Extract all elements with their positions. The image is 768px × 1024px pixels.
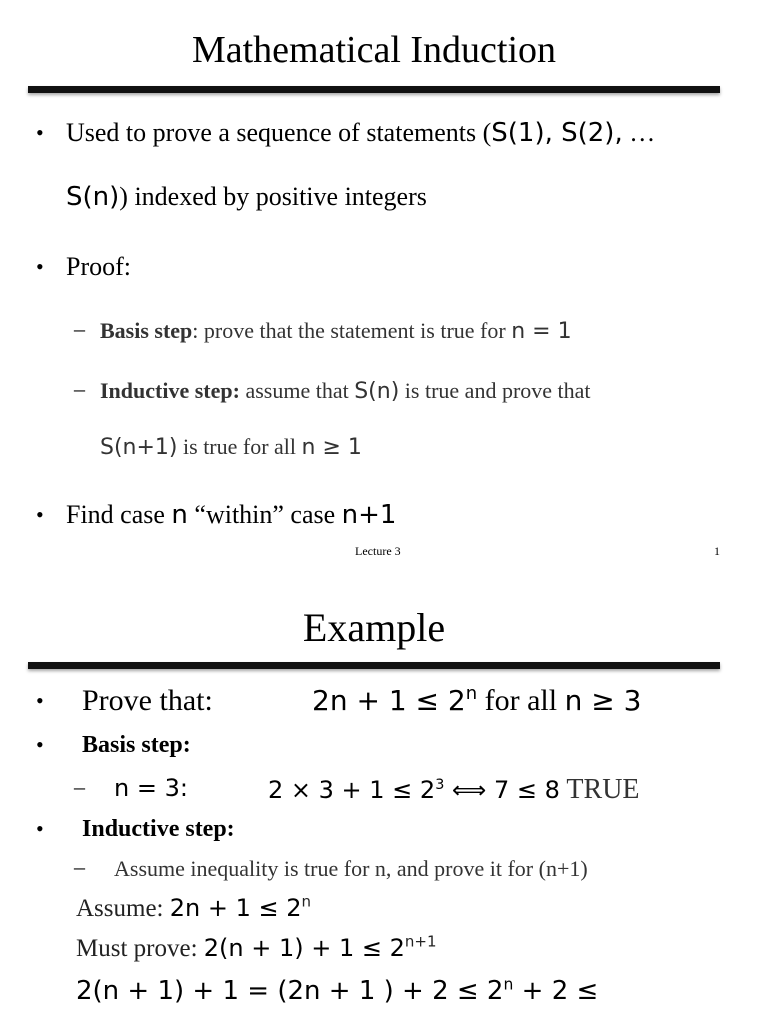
bullet-2-proof: Proof: <box>66 252 131 281</box>
bullet-icon: • <box>36 502 44 527</box>
inductive-sub-text: Assume inequality is true for n, and prove it for (n+1) <box>114 856 588 881</box>
basis-step-label: Basis step: <box>82 732 191 758</box>
equation-line: 2(n + 1) + 1 = (2n + 1 ) + $2 \le 2^n + 2$ ≤ <box>76 975 599 1006</box>
basis-n-equals-3: n = 3: <box>114 774 188 802</box>
inductive-step-line-2: S(n+1) is true for all n ≥ 1 <box>100 434 362 460</box>
bullet-icon: • <box>36 120 44 145</box>
must-prove-line: Must prove: $2(n + 1) + 1 \le 2^{n+1}$ <box>76 932 437 962</box>
assume-line: Assume: $2n + 1 \le 2^n$ <box>76 892 312 922</box>
dash-icon: – <box>74 854 85 879</box>
bullet-3-find-case: Find case n “within” case n+1 <box>66 500 397 530</box>
slide2-title: Example <box>302 605 446 650</box>
basis-step-line: Basis step: prove that the statement is true for n = 1 <box>100 318 572 344</box>
inductive-step-label: Inductive step: <box>82 816 235 842</box>
bullet-icon: • <box>36 816 44 841</box>
slide1-title-rule <box>28 86 720 93</box>
dash-icon: – <box>74 376 85 401</box>
basis-computation: $2 \times 3 + 1 \le 2^3$ ⟺ 7 ≤ 8 TRUE <box>268 774 640 805</box>
slide1-title: Mathematical Induction <box>191 29 557 71</box>
dash-icon: – <box>74 774 85 799</box>
bullet-icon: • <box>36 254 44 279</box>
footer-lecture: Lecture 3 <box>355 544 401 558</box>
footer-page-number: 1 <box>714 544 720 558</box>
bullet-1-line-1: Used to prove a sequence of statements (S(1), S(2), … <box>66 118 656 148</box>
bullet-icon: • <box>36 732 44 757</box>
prove-that-statement: $2n + 1 \le 2^n$ for all n ≥ 3 <box>312 683 642 717</box>
slide2-title-rule <box>28 662 720 669</box>
inductive-step-line-1: Inductive step: assume that S(n) is true and prove that <box>100 378 591 404</box>
prove-that-line: Prove that: <box>82 684 213 717</box>
bullet-1-line-2: S(n)) indexed by positive integers <box>66 182 427 212</box>
dash-icon: – <box>74 316 85 341</box>
bullet-icon: • <box>36 688 44 713</box>
